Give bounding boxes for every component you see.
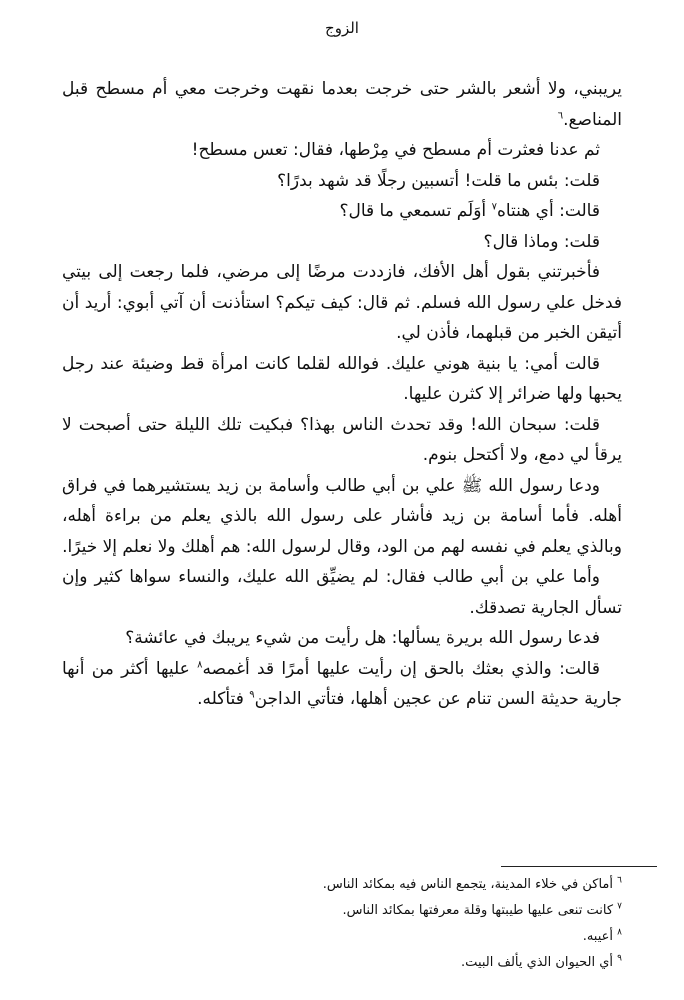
footnote-marker-7: ٧	[491, 201, 497, 213]
footnote-7	[62, 898, 622, 924]
paragraph-text: فتأكله.	[197, 689, 250, 709]
paragraph-text: أوَلَم تسمعي ما قال؟	[339, 201, 492, 221]
footnote-text: أماكن في خلاء المدينة، يتجمع الناس فيه بمكائد الناس.	[322, 877, 618, 892]
paragraph-11	[62, 623, 622, 654]
paragraph-text: وأما علي بن أبي طالب فقال: لم يضيِّق الله عليك، والنساء سواها كثير وإن تسأل الجارية تصدقك.	[62, 567, 622, 618]
page-header-title: الزوج	[325, 19, 359, 37]
footnote-text: أي الحيوان الذي يألف البيت.	[461, 955, 618, 970]
paragraph-4	[62, 196, 622, 227]
paragraph-2	[62, 135, 622, 166]
paragraph-1	[62, 74, 622, 135]
footnote-divider	[501, 866, 657, 867]
body-text	[62, 74, 622, 715]
paragraph-text: ودعا رسول الله ﷺ علي بن أبي طالب وأسامة بن زيد يستشيرهما في فراق أهله. فأما أسامة بن زيد فأشار على رسول الله بالذي يعلم من براءة أهله، وبالذي يعلم في نفسه لهم من الود، وقال لرسول الله: هم أهلك ولا نعلم إلا خيرًا.	[62, 475, 622, 557]
paragraph-text: قلت: سبحان الله! وقد تحدث الناس بهذا؟ فبكيت تلك الليلة حتى أصبحت لا يرقأ لي دمع، ولا أكتحل بنوم.	[62, 414, 622, 465]
footnote-number: ٧	[617, 901, 622, 912]
paragraph-8	[62, 410, 622, 471]
footnote-text: أعيبه.	[582, 929, 618, 944]
paragraph-12	[62, 654, 622, 715]
footnote-number: ٦	[617, 875, 622, 886]
paragraph-10	[62, 562, 622, 623]
footnote-marker-6: ٦	[557, 109, 564, 121]
footnote-marker-8: ٨	[197, 658, 203, 670]
paragraph-text: عليها أكثر من أنها جارية حديثة السن تنام عن عجين أهلها، فتأتي الداجن	[62, 658, 622, 709]
paragraph-text: فأخبرتني بقول أهل الأفك، فازددت مرضًا إلى مرضي، فلما رجعت إلى بيتي فدخل علي رسول الله فسلم. ثم قال: كيف تيكم؟ استأذنت أن آتي أبوي: أريد أن أتيقن الخبر من قبلهما، فأذن لي.	[62, 262, 622, 343]
footnote-marker-9: ٩	[249, 689, 255, 701]
paragraph-text: قالت أمي: يا بنية هوني عليك. فوالله لقلما كانت امرأة قط وضيئة عند رجل يحبها ولها ضرائر إلا كثرن عليها.	[62, 353, 622, 404]
paragraph-text: ثم عدنا فعثرت أم مسطح في مِرْطها، فقال: تعس مسطح!	[191, 140, 600, 160]
paragraph-text: قلت: بئس ما قلت! أتسبين رجلًا قد شهد بدرًا؟	[277, 170, 600, 191]
footnote-6	[62, 872, 622, 898]
footnotes-section	[62, 872, 622, 976]
footnote-9	[62, 950, 622, 976]
footnote-number: ٩	[617, 953, 622, 964]
footnote-text: كانت تنعى عليها طيبتها وقلة معرفتها بمكائد الناس.	[342, 903, 618, 918]
paragraph-5	[62, 227, 622, 258]
paragraph-9	[62, 471, 622, 563]
paragraph-text: قالت: والذي بعثك بالحق إن رأيت عليها أمرًا قد أغمصه	[202, 658, 600, 679]
paragraph-3	[62, 166, 622, 197]
paragraph-text: قلت: وماذا قال؟	[483, 231, 600, 252]
footnote-8	[62, 924, 622, 950]
paragraph-text: قالت: أي هنتاه	[496, 201, 600, 221]
paragraph-text: يريبني، ولا أشعر بالشر حتى خرجت بعدما نقهت وخرجت معي أم مسطح قبل المناصع.	[62, 79, 622, 130]
paragraph-6	[62, 257, 622, 349]
paragraph-text: فدعا رسول الله بريرة يسألها: هل رأيت من شيء يريبك في عائشة؟	[125, 628, 600, 648]
paragraph-7	[62, 349, 622, 410]
footnote-number: ٨	[617, 927, 622, 938]
